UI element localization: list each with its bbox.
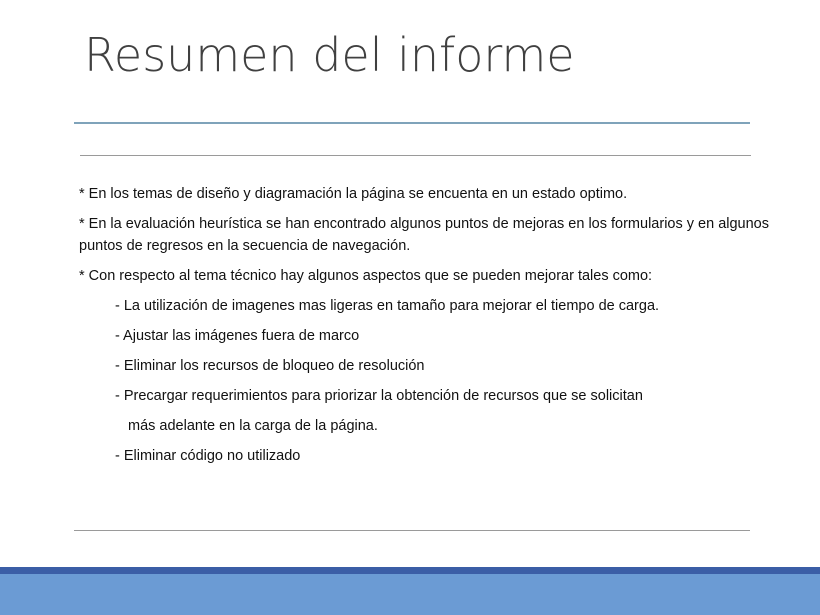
- subitem-remove-blocking: - Eliminar los recursos de bloqueo de resolución: [115, 358, 425, 374]
- subitem-adjust-images: - Ajustar las imágenes fuera de marco: [115, 328, 360, 344]
- bullet-heuristic: * En la evaluación heurística se han encontrado algunos puntos de mejoras en los formularios y en algunos puntos de regresos en la secuencia de navegación.: [79, 216, 769, 254]
- bullet-technical: * Con respecto al tema técnico hay algunos aspectos que se pueden mejorar tales como:: [79, 268, 653, 284]
- bullet-design: * En los temas de diseño y diagramación la página se encuenta en un estado optimo.: [79, 186, 628, 202]
- slide-body: [79, 183, 769, 475]
- subitem-preload-continuation: más adelante en la carga de la página.: [128, 418, 378, 434]
- subitem-lighter-images: - La utilización de imagenes mas ligeras en tamaño para mejorar el tiempo de carga.: [115, 298, 660, 314]
- subitem-preload: - Precargar requerimientos para priorizar la obtención de recursos que se solicitan: [115, 388, 643, 404]
- subitem-remove-unused-code: - Eliminar código no utilizado: [115, 448, 301, 464]
- title-underline-accent: [74, 122, 750, 124]
- footer-stripe: [0, 567, 820, 574]
- title-underline: [80, 155, 751, 156]
- slide-title: Resumen del informe: [84, 28, 575, 82]
- footer-band: [0, 574, 820, 615]
- bottom-divider: [74, 530, 750, 531]
